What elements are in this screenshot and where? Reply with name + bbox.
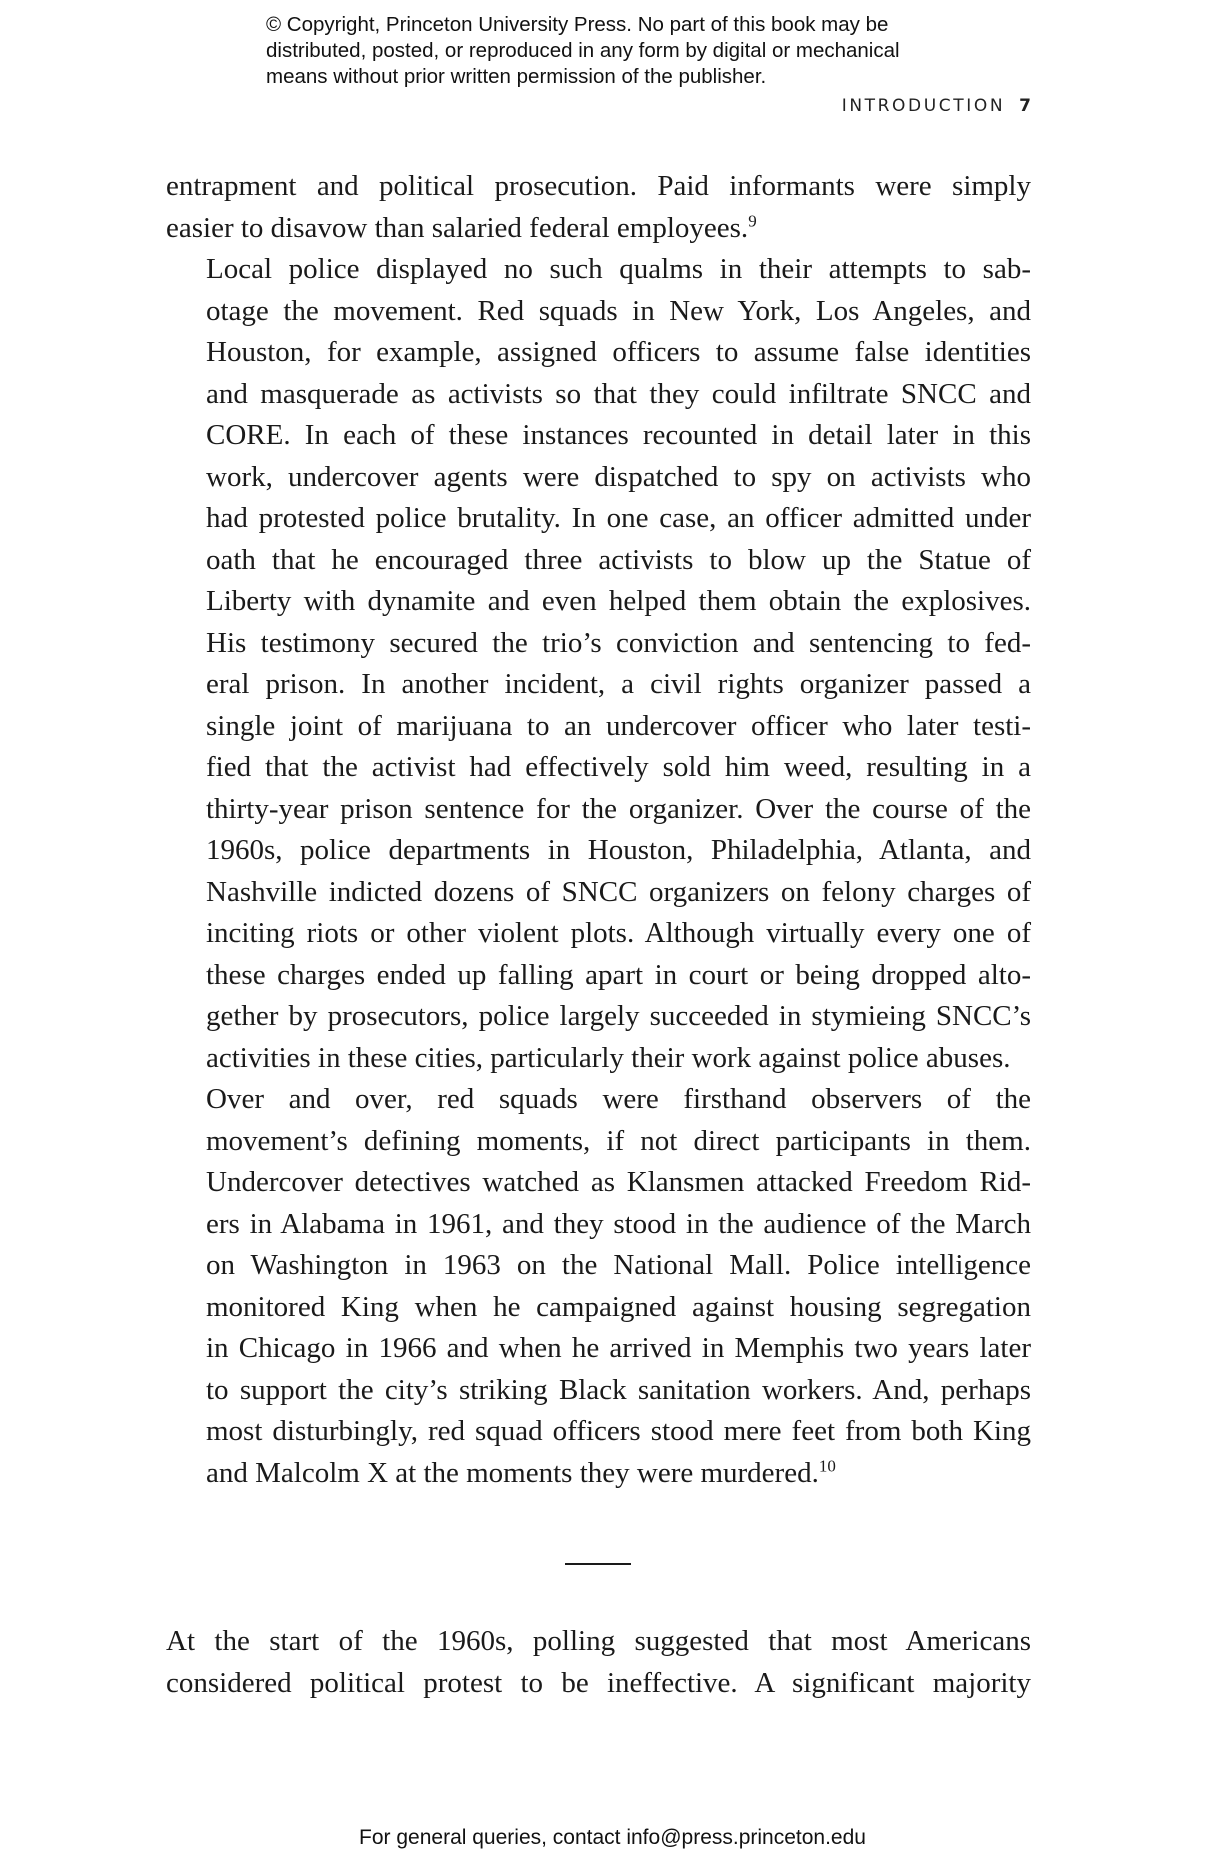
- text-line: considered political protest to be ineffective. A significant majority: [166, 1666, 1031, 1699]
- text-line: Liberty with dynamite and even helped them obtain the explosives.: [206, 585, 1031, 617]
- footer-contact: For general queries, contact info@press.princeton.edu: [359, 1826, 866, 1849]
- text-line: on Washington in 1963 on the National Mall. Police intelligence: [206, 1249, 1031, 1281]
- text-line: otage the movement. Red squads in New York, Los Angeles, and: [206, 294, 1031, 327]
- text-line: Houston, for example, assigned officers to assume false identities: [206, 336, 1031, 368]
- text-line: in Chicago in 1966 and when he arrived in Memphis two years later: [206, 1332, 1031, 1364]
- text-line: movement’s defining moments, if not direct participants in them.: [206, 1124, 1031, 1157]
- text-line: and masquerade as activists so that they could infiltrate SNCC and: [206, 377, 1031, 410]
- text-line: to support the city’s striking Black sanitation workers. And, perhaps: [206, 1373, 1031, 1406]
- footnote-marker: 9: [748, 210, 757, 230]
- running-head: [842, 96, 1031, 116]
- text-line: At the start of the 1960s, polling suggested that most Americans: [166, 1625, 1031, 1657]
- text-line: gether by prosecutors, police largely succeeded in stymieing SNCC’s: [206, 1000, 1031, 1032]
- text-line: most disturbingly, red squad officers stood mere feet from both King: [206, 1415, 1031, 1447]
- text-line: Over and over, red squads were firsthand observers of the: [206, 1083, 1031, 1115]
- text-line: single joint of marijuana to an undercover officer who later testi-: [206, 709, 1031, 742]
- text-line: ers in Alabama in 1961, and they stood in the audience of the March: [206, 1207, 1031, 1240]
- body-text-after-break: [166, 1621, 1031, 1704]
- text-line: inciting riots or other violent plots. Although virtually every one of: [206, 917, 1031, 949]
- footnote-marker: 10: [818, 1455, 836, 1475]
- text-line: had protested police brutality. In one case, an officer admitted under: [206, 502, 1031, 534]
- text-line: CORE. In each of these instances recounted in detail later in this: [206, 419, 1031, 451]
- paragraph: [166, 166, 1031, 249]
- section-break-rule: [565, 1563, 631, 1565]
- copyright-line: means without prior written permission of the publisher.: [266, 65, 767, 88]
- page-number: 7: [1019, 96, 1031, 116]
- text-line: Nashville indicted dozens of SNCC organizers on felony charges of: [206, 875, 1031, 908]
- copyright-line: © Copyright, Princeton University Press. No part of this book may be: [266, 13, 889, 36]
- text-line: fied that the activist had effectively sold him weed, resulting in a: [206, 751, 1031, 783]
- text-line: His testimony secured the trio’s conviction and sentencing to fed-: [206, 626, 1031, 659]
- text-line: oath that he encouraged three activists to blow up the Statue of: [206, 543, 1031, 576]
- text-line: and Malcolm X at the moments they were murdered.$^{10}$: [206, 1455, 836, 1489]
- text-line: monitored King when he campaigned against housing segregation: [206, 1290, 1031, 1323]
- paragraph: [166, 1079, 1031, 1494]
- body-text: [166, 166, 1031, 1494]
- running-head-section: INTRODUCTION: [841, 96, 1006, 116]
- copyright-line: distributed, posted, or reproduced in any form by digital or mechanical: [266, 39, 900, 62]
- text-line: activities in these cities, particularly their work against police abuses.: [206, 1041, 1011, 1074]
- copyright-notice: [266, 12, 1026, 90]
- text-line: Local police displayed no such qualms in their attempts to sab-: [206, 253, 1031, 285]
- text-line: thirty-year prison sentence for the organizer. Over the course of the: [206, 792, 1031, 825]
- text-line: easier to disavow than salaried federal employees.$^9$: [166, 210, 757, 244]
- paragraph: [166, 1621, 1031, 1704]
- text-line: Undercover detectives watched as Klansmen attacked Freedom Rid-: [206, 1166, 1031, 1198]
- text-line: entrapment and political prosecution. Paid informants were simply: [166, 170, 1031, 202]
- text-line: work, undercover agents were dispatched to spy on activists who: [206, 460, 1031, 493]
- text-line: 1960s, police departments in Houston, Philadelphia, Atlanta, and: [206, 834, 1031, 866]
- paragraph: [166, 249, 1031, 1079]
- text-line: eral prison. In another incident, a civil rights organizer passed a: [206, 668, 1031, 700]
- text-line: these charges ended up falling apart in court or being dropped alto-: [206, 958, 1031, 991]
